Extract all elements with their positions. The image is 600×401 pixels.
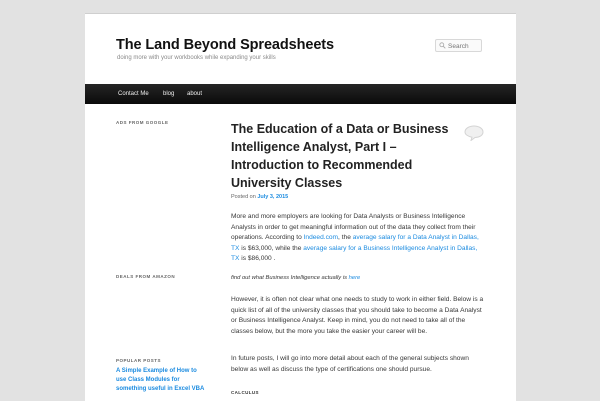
ads-heading: ADS FROM GOOGLE xyxy=(116,120,169,125)
site-tagline: doing more with your workbooks while expanding your skills xyxy=(117,55,276,61)
p1-text-2: , the xyxy=(338,234,353,242)
p2-text: find out what Business Intelligence actually is xyxy=(231,275,349,281)
bi-analyst-salary-link[interactable]: average salary for a Business Intelligence Analyst in Dallas, TX xyxy=(231,244,478,263)
nav-item-blog[interactable]: blog xyxy=(163,91,175,97)
paragraph-classes: However, it is often not clear what one needs to study to work in either field. Below is a quick list of all of the university classes that you should take to become a Data Analyst or Business Intelligence Analyst. Keep in mind, you do not need to take all of the classes below, but the more you take the easier your career will be. xyxy=(231,296,484,335)
post-title[interactable]: The Education of a Data or Business Intelligence Analyst, Part I – Introduction to Recommended University Classes xyxy=(231,122,449,190)
indeed-link[interactable]: Indeed.com xyxy=(303,234,339,242)
data-analyst-salary-link[interactable]: average salary for a Data Analyst in Dallas, TX xyxy=(231,234,479,252)
search-icon xyxy=(439,42,446,49)
paragraph-bi-note xyxy=(231,273,485,284)
comment-bubble-icon[interactable] xyxy=(464,125,484,141)
post-date-link[interactable]: July 3, 2015 xyxy=(257,194,289,200)
paragraph-intro xyxy=(231,212,485,265)
bi-here-link[interactable]: here xyxy=(348,275,361,281)
page xyxy=(85,13,516,401)
search-input[interactable] xyxy=(448,41,480,51)
nav-item-about[interactable]: about xyxy=(187,91,203,97)
paragraph-future: In future posts, I will go into more detail about each of the general subjects shown below as well as discuss the type of certifications one should pursue. xyxy=(231,355,469,373)
section-heading-calculus: CALCULUS xyxy=(231,390,259,395)
site-title[interactable]: The Land Beyond Spreadsheets xyxy=(116,37,334,53)
posted-prefix: Posted on xyxy=(231,194,256,200)
search-box[interactable] xyxy=(435,39,482,52)
deals-heading: DEALS FROM AMAZON xyxy=(116,274,176,279)
p1-text-3: is $63,000, while the xyxy=(239,244,304,252)
p1-text-4: is $86,000 . xyxy=(239,255,276,263)
nav-item-contact-me[interactable]: Contact Me xyxy=(118,91,149,97)
p1-text-1: More and more employers are looking for Data Analysts or Business Intelligence Analysts in order to get meaningful information out of the data they collect from their operations. According to xyxy=(231,213,476,242)
post-meta xyxy=(231,194,288,200)
popular-post-link[interactable]: A Simple Example of How to use Class Modules for something useful in Excel VBA xyxy=(116,368,205,392)
main-nav xyxy=(85,84,516,104)
popular-posts-heading: POPULAR POSTS xyxy=(116,358,162,363)
